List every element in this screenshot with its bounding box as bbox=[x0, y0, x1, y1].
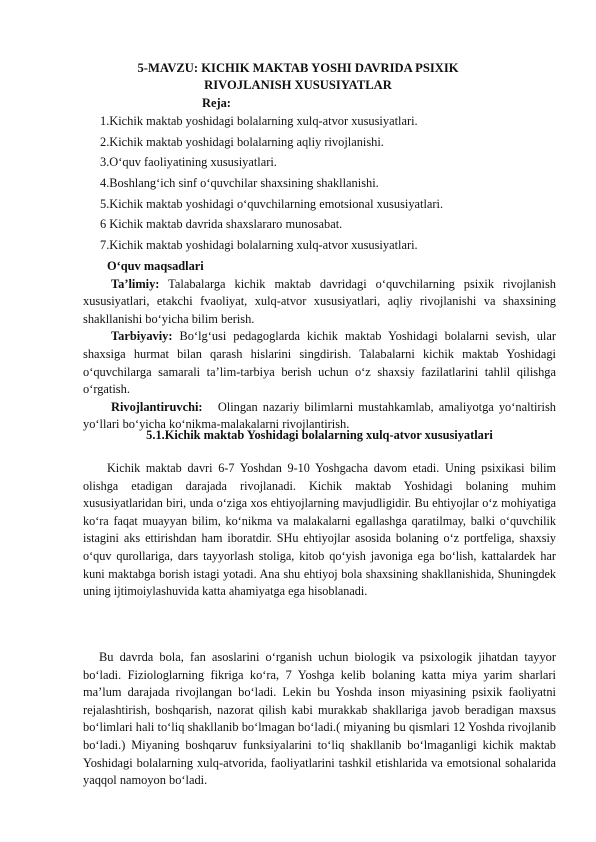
plan-list bbox=[100, 113, 540, 258]
plan-item: 1.Kichik maktab yoshidagi bolalarning xulq-atvor xususiyatlari. bbox=[100, 114, 418, 128]
document-title bbox=[60, 60, 536, 94]
rivojlantiruvchi-text: Olingan nazariy bilimlarni mustahkamlab, amaliyotga yo‘naltirish yo‘llari bo‘yicha ko‘nikma-malakalarni rivojlantirish. bbox=[83, 399, 556, 432]
title-line-2: RIVOJLANISH XUSUSIYATLAR bbox=[204, 78, 392, 92]
talimiy-paragraph bbox=[83, 276, 556, 329]
paragraph-1-text: Kichik maktab davri 6-7 Yoshdan 9-10 Yoshgacha davom etadi. Uning psixikasi bilim olishga etadigan darajada rivojlanadi. Kichik maktab Yoshidagi bolaning muhim xususiyatlaridan biri, unda o‘ziga xos ehtiyojlarning mavjudligidir. Bu ehtiyojlar o‘z mohiyatiga ko‘ra faqat muayyan bilim, ko‘nikma va malakalarni egallashga qaratilmay, balki o‘quvchilik istagini aks ettirishdan ham iboratdir. SHu ehtiyojlar asosida bolaning o‘z portfeliga, shaxsiy o‘quv qurollariga, dars tayyorlash stoliga, kitob qo‘yish javoniga ega bo‘lish, kattalardek har kuni maktabga borish istagi yotadi. Ana shu ehtiyoj bola shaxsining shakllanishida, Shuningdek uning ijtimoiylashuvida katta ahamiyatga ega hisoblanadi. bbox=[83, 461, 556, 599]
plan-item: 6 Kichik maktab davrida shaxslararo munosabat. bbox=[100, 217, 343, 232]
talimiy-text: Talabalarga kichik maktab davridagi o‘quvchilarning psixik rivojlanish xususiyatlari, etakchi fvaoliyat, xulq-atvor xususiyatlari, aqliy rivojlanishi va shaxsining shakllanishi bo‘yicha bilim berish. bbox=[83, 276, 556, 326]
plan-item: 3.O‘quv faoliyatining xususiyatlari. bbox=[100, 155, 277, 170]
tarbiyaviy-text: Bo‘lg‘usi pedagoglarda kichik maktab Yoshidagi bolalarni sevish, ular shaxsiga hurmat bilan qarash hislarini singdirish. Talabalarni kichik maktab Yoshidagi o‘quvchilarga samarali ta’lim-tarbiya berish uchun o‘z shaxsiy fazilatlarini tahlil qilishga o‘rgatish. bbox=[83, 329, 556, 397]
body-paragraph-1 bbox=[83, 460, 556, 601]
rivojlantiruvchi-label: Rivojlantiruvchi: bbox=[111, 399, 203, 414]
section-heading: 5.1.Kichik maktab Yoshidagi bolalarning xulq-atvor xususiyatlari bbox=[146, 428, 493, 442]
plan-item: 2.Kichik maktab yoshidagi bolalarning aqliy rivojlanishi. bbox=[100, 134, 384, 149]
plan-item: 4.Boshlang‘ich sinf o‘quvchilar shaxsining shakllanishi. bbox=[100, 176, 379, 191]
goals-section bbox=[83, 258, 556, 434]
talimiy-label: Ta’limiy: bbox=[111, 276, 160, 291]
tarbiyaviy-paragraph bbox=[83, 328, 556, 398]
plan-item: 7.Kichik maktab yoshidagi bolalarning xulq-atvor xususiyatlari. bbox=[100, 238, 418, 253]
plan-item: 5.Kichik maktab yoshidagi o‘quvchilarning emotsional xususiyatlari. bbox=[100, 196, 444, 211]
tarbiyaviy-label: Tarbiyaviy: bbox=[111, 329, 173, 344]
goals-heading: O‘quv maqsadlari bbox=[107, 259, 204, 273]
body-paragraph-2 bbox=[83, 649, 556, 790]
title-line-1: 5-MAVZU: KICHIK MAKTAB YOSHI DAVRIDA PSIXIK bbox=[137, 61, 459, 75]
paragraph-2-text: Bu davrda bola, fan asoslarini o‘rganish uchun biologik va psixologik jihatdan tayyor bo‘ladi. Fiziologlarning fikriga ko‘ra, 7 Yoshga kelib bolaning katta miya yarim sharlari ma’lum darajada rivojlangan bo‘ladi. Lekin bu Yoshda inson miyasining psixik faoliyatni rejalashtirish, boshqarish, nazorat qilish kabi murakkab shakllariga javob beradigan maxsus bo‘limlari hali to‘liq shakllanib bo‘lmagan bo‘ladi.( miyaning bu qismlari 12 Yoshda rivojlanib bo‘ladi.) Miyaning boshqaruv funksiyalarini to‘liq shakllanib bo‘lmaganligi kichik maktab Yoshidagi bolalarning xulq-atvorida, faoliyatlarini tashkil etishlarida va emotsional sohalarida yaqqol namoyon bo‘ladi. bbox=[83, 650, 556, 788]
plan-label: Reja: bbox=[202, 96, 231, 110]
